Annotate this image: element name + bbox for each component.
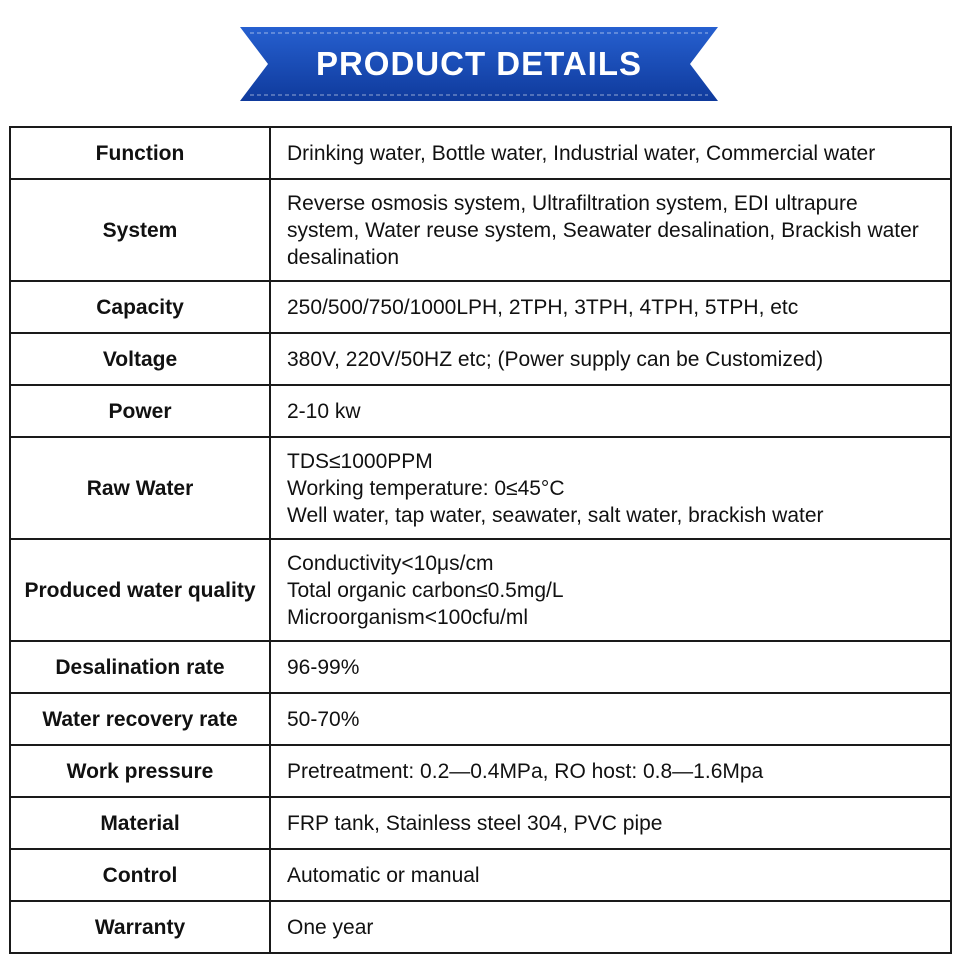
row-value-line: Reverse osmosis system, Ultrafiltration system, EDI ultrapure <box>287 191 858 215</box>
row-label: Power <box>10 385 270 437</box>
row-label: Capacity <box>10 281 270 333</box>
row-value-line: Well water, tap water, seawater, salt water, brackish water <box>287 503 824 527</box>
table-row <box>10 179 951 281</box>
row-label: Function <box>10 127 270 179</box>
row-label: System <box>10 179 270 281</box>
row-value <box>270 281 951 333</box>
row-value-line: TDS≤1000PPM <box>287 449 433 473</box>
row-value-line: 50-70% <box>287 707 360 731</box>
row-value-line: 96-99% <box>287 655 360 679</box>
row-value-line: Automatic or manual <box>287 863 480 887</box>
table-row <box>10 437 951 539</box>
row-label: Material <box>10 797 270 849</box>
row-label: Water recovery rate <box>10 693 270 745</box>
row-value <box>270 693 951 745</box>
table-row <box>10 539 951 641</box>
row-value <box>270 179 951 281</box>
row-value-line: desalination <box>287 245 400 269</box>
row-value-line: Drinking water, Bottle water, Industrial water, Commercial water <box>287 141 876 165</box>
row-value-line: Microorganism<100cfu/ml <box>287 605 529 629</box>
table-row <box>10 127 951 179</box>
row-value-line: Conductivity<10μs/cm <box>287 551 494 575</box>
row-value <box>270 437 951 539</box>
row-value <box>270 127 951 179</box>
row-value-line: system, Water reuse system, Seawater desalination, Brackish water <box>287 218 919 242</box>
table-row <box>10 385 951 437</box>
row-value-line: 250/500/750/1000LPH, 2TPH, 3TPH, 4TPH, 5TPH, etc <box>287 295 799 319</box>
row-label: Control <box>10 849 270 901</box>
row-value-line: 380V, 220V/50HZ etc; (Power supply can be Customized) <box>287 347 824 371</box>
row-label: Work pressure <box>10 745 270 797</box>
table-row <box>10 901 951 953</box>
row-label: Raw Water <box>10 437 270 539</box>
row-value-line: FRP tank, Stainless steel 304, PVC pipe <box>287 811 663 835</box>
table-row <box>10 797 951 849</box>
row-value <box>270 539 951 641</box>
row-label: Warranty <box>10 901 270 953</box>
table-row <box>10 281 951 333</box>
row-value <box>270 797 951 849</box>
row-value <box>270 333 951 385</box>
table-row <box>10 333 951 385</box>
row-value <box>270 745 951 797</box>
row-value <box>270 849 951 901</box>
table-row <box>10 745 951 797</box>
row-value <box>270 385 951 437</box>
row-value-line: Working temperature: 0≤45°C <box>287 476 565 500</box>
page-title: PRODUCT DETAILS <box>315 45 643 82</box>
row-value <box>270 901 951 953</box>
row-value-line: 2-10 kw <box>287 399 361 423</box>
row-label: Desalination rate <box>10 641 270 693</box>
row-value-line: Total organic carbon≤0.5mg/L <box>287 578 564 602</box>
product-details-table <box>9 126 952 954</box>
table-row <box>10 641 951 693</box>
row-value-line: Pretreatment: 0.2—0.4MPa, RO host: 0.8—1.6Mpa <box>287 759 764 783</box>
row-label: Voltage <box>10 333 270 385</box>
table-row <box>10 693 951 745</box>
table-row <box>10 849 951 901</box>
header-banner <box>240 27 718 101</box>
row-value <box>270 641 951 693</box>
row-label: Produced water quality <box>10 539 270 641</box>
row-value-line: One year <box>287 915 374 939</box>
